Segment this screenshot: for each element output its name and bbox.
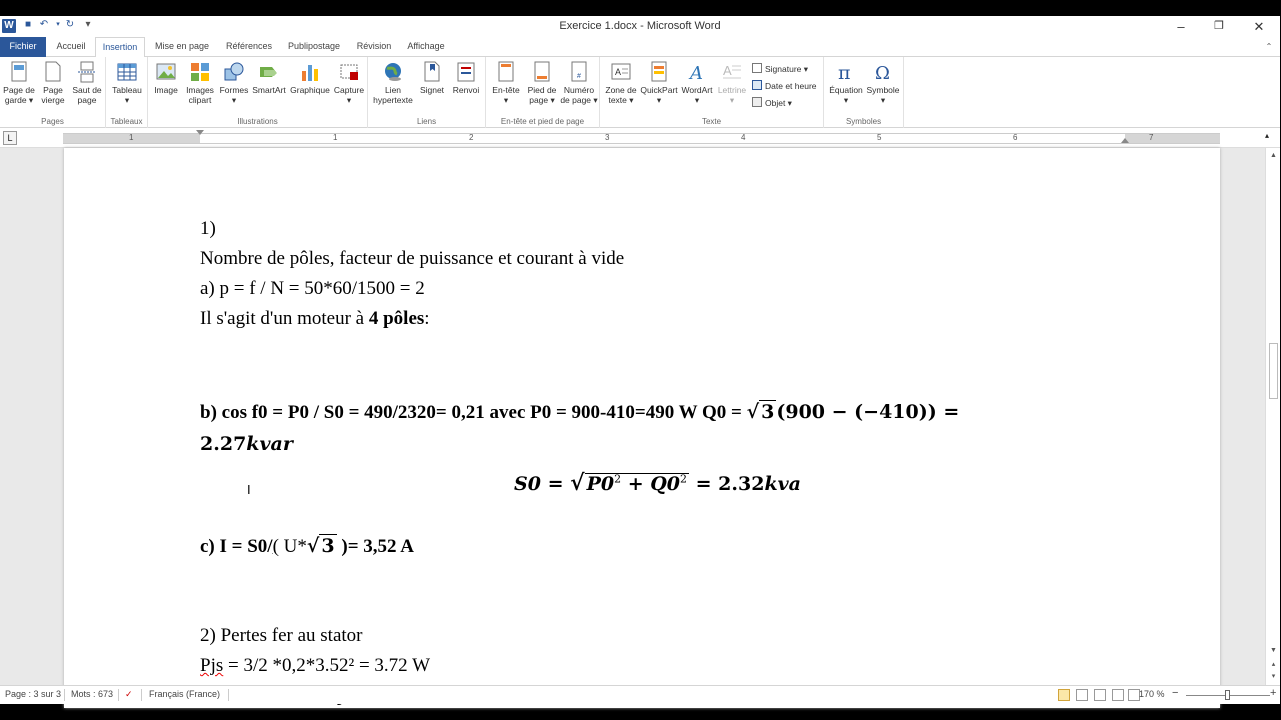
sqrt-radicand: 3: [761, 401, 775, 423]
text-run: c) I = S0/: [200, 536, 273, 557]
word-window: [0, 16, 1280, 704]
group-label-texte: Texte: [701, 117, 722, 126]
outline-view-icon[interactable]: [1112, 689, 1124, 701]
web-layout-view-icon[interactable]: [1094, 689, 1106, 701]
save-icon[interactable]: ■: [24, 19, 32, 30]
label: Capture: [333, 85, 365, 95]
label: clipart: [188, 95, 212, 105]
math-run: 2.: [200, 433, 220, 455]
quickpart-button[interactable]: [640, 61, 678, 105]
group-label-illustrations: Illustrations: [237, 117, 278, 126]
label: Page de: [3, 85, 35, 95]
doc-line-5: [200, 401, 959, 424]
objet-button[interactable]: [752, 95, 792, 111]
tab-affichage[interactable]: Affichage: [407, 41, 445, 51]
sqrt-sign: √: [306, 535, 320, 557]
page-number-icon: [568, 61, 590, 83]
header-icon: [495, 61, 517, 83]
svg-text:A: A: [723, 63, 732, 78]
page-break-icon: [76, 61, 98, 83]
math-run: +: [621, 473, 651, 495]
next-page-icon[interactable]: ▾: [1271, 673, 1276, 680]
group-texte: [600, 57, 824, 128]
clipart-icon: [189, 61, 211, 83]
object-icon: [752, 97, 762, 107]
doc-line-8: [200, 535, 414, 558]
doc-line-3: a) p = f / N = 50*60/1500 = 2: [200, 278, 425, 299]
table-icon: [116, 61, 138, 83]
label: Lettrine: [717, 85, 747, 95]
ruler-number: 2: [469, 133, 474, 142]
ribbon: [0, 57, 1280, 128]
lien-hypertexte-button[interactable]: [370, 61, 416, 105]
label: Lien: [384, 85, 402, 95]
label: page: [77, 95, 97, 105]
ruler-number: 7: [1149, 133, 1154, 142]
doc-line-1: 1): [200, 218, 216, 239]
math-run: (900 − (−410)) =: [776, 401, 960, 423]
customize-qat-icon[interactable]: ▾: [85, 19, 91, 30]
ruler-number: 1: [333, 133, 338, 142]
math-run-italic: S0: [514, 473, 541, 495]
label: Images: [186, 85, 214, 95]
doc-line-9: 2) Pertes fer au stator: [200, 625, 363, 646]
label: ▾: [656, 95, 662, 105]
chart-icon: [299, 61, 321, 83]
signet-button[interactable]: [416, 61, 448, 95]
math-run: =: [540, 473, 571, 495]
label: hypertexte: [373, 95, 413, 105]
math-run-italic: P0: [586, 473, 615, 495]
label: Renvoi: [452, 85, 480, 95]
equation-button[interactable]: [826, 61, 866, 105]
date-heure-button[interactable]: [752, 78, 817, 94]
print-layout-view-icon[interactable]: [1058, 689, 1070, 701]
omega-icon: [872, 61, 894, 83]
label: ▾: [503, 95, 509, 105]
text-box-icon: [610, 61, 632, 83]
text-run: b) cos f0 = P0 / S0 = 490/2320= 0,21 avec P0 = 900-410=490 W Q0 =: [200, 402, 747, 423]
zoom-level[interactable]: 170 %: [1139, 689, 1165, 699]
svg-text:A: A: [690, 63, 703, 84]
svg-text:#: #: [577, 73, 581, 80]
label: Formes: [219, 85, 249, 95]
scroll-down-icon[interactable]: ▼: [1270, 647, 1277, 654]
label: ▾: [694, 95, 700, 105]
label: Équation: [829, 85, 863, 95]
ruler-number: 6: [1013, 133, 1018, 142]
capture-button[interactable]: [332, 61, 366, 105]
page-vierge-button[interactable]: [38, 61, 68, 105]
ruler-number: 1: [129, 133, 134, 142]
label: Pied de: [527, 85, 557, 95]
undo-dropdown-icon[interactable]: ▾: [56, 21, 60, 28]
blank-page-icon: [42, 61, 64, 83]
sqrt-radicand: [585, 473, 689, 495]
text-run: = 3/2 *0,2*3.52² = 3.72 W: [223, 655, 430, 676]
proofing-icon[interactable]: ✓: [125, 689, 133, 699]
doc-line-2: Nombre de pôles, facteur de puissance et courant à vide: [200, 248, 625, 269]
page-garde-button[interactable]: [2, 61, 36, 105]
scroll-thumb[interactable]: [1269, 343, 1278, 399]
image-button[interactable]: [150, 61, 182, 95]
label: Signature ▾: [765, 64, 809, 74]
pi-icon: [835, 61, 857, 83]
status-bar: [0, 685, 1280, 704]
label: de page ▾: [560, 95, 598, 105]
language[interactable]: Français (France): [149, 689, 221, 699]
document-area[interactable]: [0, 148, 1265, 685]
saut-page-button[interactable]: [70, 61, 104, 105]
window-title: Exercice 1.docx - Microsoft Word: [559, 20, 721, 32]
doc-line-6: [200, 433, 293, 456]
text-run-bold: 4 pôles: [368, 308, 425, 329]
ribbon-minimize-icon[interactable]: ⌃: [1265, 42, 1273, 51]
group-label-pages: Pages: [41, 117, 64, 126]
smartart-button[interactable]: [250, 61, 288, 95]
misspelled-word[interactable]: Pjs: [200, 655, 224, 676]
label: Signet: [419, 85, 445, 95]
tab-insertion[interactable]: Insertion: [95, 37, 145, 58]
divider: [64, 689, 65, 701]
group-label-symboles: Symboles: [845, 117, 882, 126]
calendar-icon: [752, 80, 762, 90]
group-entete: [486, 57, 600, 128]
tab-fichier[interactable]: Fichier: [0, 37, 46, 57]
word-count[interactable]: Mots : 673: [71, 689, 114, 699]
formes-button[interactable]: [218, 61, 250, 105]
signature-button[interactable]: [752, 61, 808, 77]
numero-page-button[interactable]: [560, 61, 598, 105]
label: page ▾: [529, 95, 555, 105]
horizontal-ruler[interactable]: [63, 133, 1220, 144]
text-run: :: [424, 308, 430, 329]
doc-line-10: [200, 655, 430, 677]
group-label-entete: En-tête et pied de page: [500, 117, 585, 126]
picture-icon: [155, 61, 177, 83]
label: Numéro: [563, 85, 595, 95]
text-run: (: [272, 536, 279, 557]
math-run: = 2.: [689, 473, 739, 495]
restore-button[interactable]: ❐: [1214, 20, 1224, 32]
tab-publipostage[interactable]: Publipostage: [287, 41, 341, 51]
quickpart-icon: [648, 61, 670, 83]
undo-icon[interactable]: ↶: [39, 19, 49, 30]
math-run-italic: kva: [764, 473, 801, 495]
pied-page-button[interactable]: [524, 61, 560, 105]
label: texte ▾: [608, 95, 634, 105]
signature-icon: [752, 63, 762, 73]
images-clipart-button[interactable]: [184, 61, 216, 105]
bookmark-icon: [421, 61, 443, 83]
lettrine-button[interactable]: [714, 61, 750, 105]
text-run: Il s'agit d'un moteur à: [200, 308, 369, 329]
group-tableaux: [106, 57, 148, 128]
smartart-icon: [258, 61, 280, 83]
sqrt-radicand: 3: [321, 535, 335, 557]
tab-accueil[interactable]: Accueil: [56, 41, 86, 51]
title-bar: [0, 16, 1280, 37]
cross-reference-icon: [455, 61, 477, 83]
divider: [228, 689, 229, 701]
svg-text:π: π: [838, 62, 851, 84]
label: Page: [43, 85, 63, 95]
math-run: 32: [738, 473, 765, 495]
label: En-tête: [492, 85, 520, 95]
label: ▾: [346, 95, 352, 105]
wordart-button[interactable]: [678, 61, 716, 105]
view-ruler-icon[interactable]: ▴: [1265, 131, 1270, 140]
label: Symbole: [866, 85, 900, 95]
ribbon-tabs: [0, 37, 1280, 57]
doc-line-4: [200, 308, 430, 330]
redo-icon[interactable]: ↻: [65, 19, 75, 30]
renvoi-button[interactable]: [450, 61, 482, 95]
label: Image: [154, 85, 178, 95]
text-cursor-icon: I: [247, 482, 251, 497]
label: ▾: [880, 95, 886, 105]
label: ▾: [843, 95, 849, 105]
zoom-slider-thumb[interactable]: [1225, 690, 1230, 700]
zoom-in-button[interactable]: +: [1270, 687, 1277, 699]
text-run: )= 3,52 A: [336, 536, 414, 557]
graphique-button[interactable]: [288, 61, 332, 95]
group-pages: [0, 57, 106, 128]
group-illustrations: [148, 57, 368, 128]
scroll-up-icon[interactable]: ▲: [1270, 152, 1277, 159]
label: Objet ▾: [765, 98, 792, 108]
zoom-out-button[interactable]: −: [1172, 687, 1179, 699]
ruler-number: 5: [877, 133, 882, 142]
sqrt-sign: √: [746, 401, 760, 423]
label: garde ▾: [4, 95, 34, 105]
group-symboles: [824, 57, 904, 128]
label: ▾: [729, 95, 735, 105]
ruler-number: 3: [605, 133, 610, 142]
label: Zone de: [605, 85, 637, 95]
tab-mise-en-page[interactable]: Mise en page: [154, 41, 210, 51]
label: ▾: [231, 95, 237, 105]
right-indent-marker[interactable]: [1121, 138, 1129, 143]
right-margin: [1125, 134, 1220, 143]
superscript: 2: [614, 472, 622, 486]
minimize-button[interactable]: –: [1177, 19, 1185, 34]
divider: [141, 689, 142, 701]
full-screen-reading-view-icon[interactable]: [1076, 689, 1088, 701]
doc-equation-s0[interactable]: [514, 470, 801, 496]
close-button[interactable]: ✕: [1253, 19, 1265, 34]
footer-icon: [531, 61, 553, 83]
math-run-italic: Q0: [650, 473, 681, 495]
tab-revision[interactable]: Révision: [356, 41, 392, 51]
tableau-button[interactable]: [110, 61, 144, 105]
screenshot-icon: [338, 61, 360, 83]
page-count[interactable]: Page : 3 sur 3: [5, 689, 62, 699]
vertical-scrollbar[interactable]: [1265, 148, 1280, 685]
cover-page-icon: [8, 61, 30, 83]
divider: [118, 689, 119, 701]
word-app-icon[interactable]: W: [2, 19, 16, 33]
label: WordArt: [681, 85, 713, 95]
entete-button[interactable]: [488, 61, 524, 105]
math-run-italic: kvar: [246, 433, 293, 455]
symbole-button[interactable]: [864, 61, 902, 105]
shapes-icon: [223, 61, 245, 83]
tab-selector[interactable]: L: [3, 131, 17, 145]
label: SmartArt: [252, 85, 286, 95]
label: Saut de: [72, 85, 102, 95]
globe-link-icon: [382, 61, 404, 83]
label: Date et heure: [765, 81, 817, 91]
sqrt-sign: √: [570, 470, 585, 496]
label: QuickPart: [640, 85, 678, 95]
group-label-liens: Liens: [416, 117, 437, 126]
wordart-icon: [686, 61, 708, 83]
label: vierge: [41, 95, 65, 105]
document-page[interactable]: [64, 148, 1220, 708]
previous-page-icon[interactable]: ▴: [1271, 661, 1276, 668]
superscript: 2: [680, 472, 688, 486]
zone-texte-button[interactable]: [602, 61, 640, 105]
svg-text:Ω: Ω: [875, 63, 890, 84]
ruler-row: [0, 128, 1280, 148]
drop-cap-icon: [721, 61, 743, 83]
group-liens: [368, 57, 486, 128]
svg-text:A: A: [615, 67, 622, 77]
math-run: 27: [219, 433, 247, 455]
ruler-number: 4: [741, 133, 746, 142]
label: Graphique: [290, 85, 330, 95]
text-run: U*: [278, 536, 307, 557]
indent-marker[interactable]: [196, 130, 204, 146]
label: ▾: [124, 95, 130, 105]
label: Tableau: [112, 85, 142, 95]
group-label-tableaux: Tableaux: [110, 117, 143, 126]
tab-references[interactable]: Références: [225, 41, 273, 51]
